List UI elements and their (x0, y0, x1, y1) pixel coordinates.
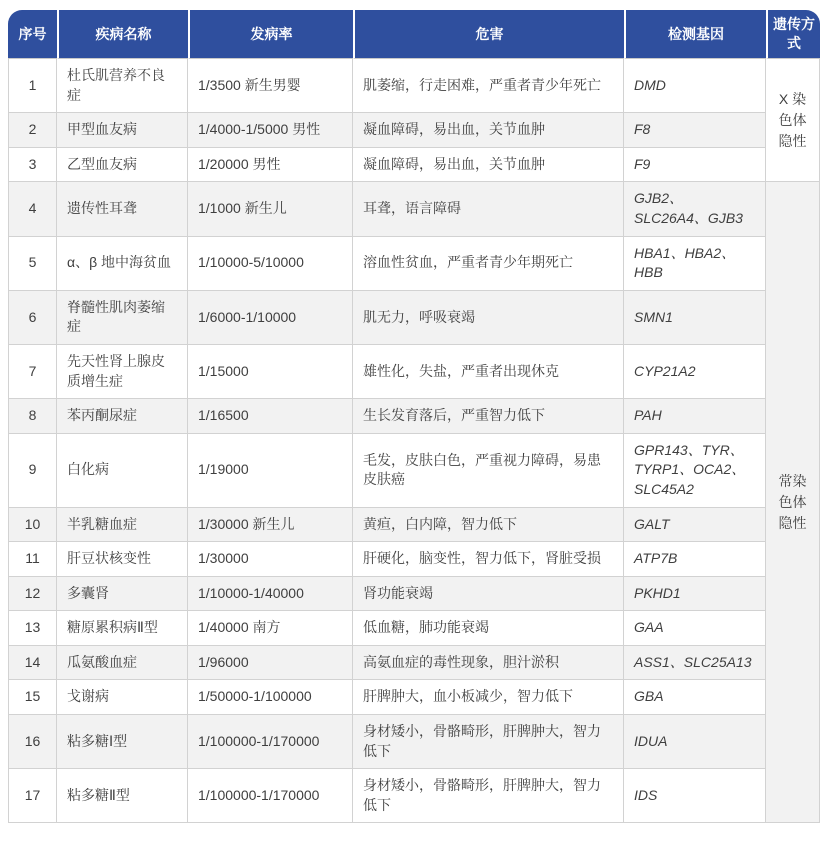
incidence-cell: 1/4000-1/5000 男性 (188, 113, 353, 148)
harm-cell: 身材矮小，骨骼畸形，肝脾肿大，智力低下 (353, 715, 624, 769)
table-row (8, 113, 820, 148)
harm-cell: 低血糖，肺功能衰竭 (353, 611, 624, 646)
harm-cell: 肾功能衰竭 (353, 577, 624, 612)
disease-name-cell: α、β 地中海贫血 (57, 237, 188, 291)
incidence-cell: 1/96000 (188, 646, 353, 681)
genes-cell: SMN1 (624, 291, 766, 345)
incidence-cell: 1/19000 (188, 434, 353, 508)
row-number-cell: 8 (8, 399, 57, 434)
table-body (8, 59, 820, 823)
row-number-cell: 7 (8, 345, 57, 399)
table-row (8, 399, 820, 434)
disease-name-cell: 戈谢病 (57, 680, 188, 715)
genes-cell: F9 (624, 148, 766, 183)
incidence-cell: 1/16500 (188, 399, 353, 434)
disease-name-cell: 粘多糖Ⅱ型 (57, 769, 188, 823)
incidence-cell: 1/40000 南方 (188, 611, 353, 646)
harm-cell: 肝硬化，脑变性，智力低下，肾脏受损 (353, 542, 624, 577)
header-cell-genes: 检测基因 (624, 10, 766, 59)
harm-cell: 耳聋，语言障碍 (353, 182, 624, 236)
header-cell-number: 序号 (8, 10, 57, 59)
table-row (8, 291, 820, 345)
incidence-cell: 1/6000-1/10000 (188, 291, 353, 345)
header-row (8, 10, 820, 59)
harm-cell: 凝血障碍，易出血，关节血肿 (353, 113, 624, 148)
table-row (8, 577, 820, 612)
incidence-cell: 1/100000-1/170000 (188, 715, 353, 769)
row-number-cell: 4 (8, 182, 57, 236)
row-number-cell: 16 (8, 715, 57, 769)
header-cell-inheritance: 遗传方式 (766, 10, 820, 59)
row-number-cell: 3 (8, 148, 57, 183)
genes-cell: CYP21A2 (624, 345, 766, 399)
harm-cell: 高氨血症的毒性现象，胆汁淤积 (353, 646, 624, 681)
table-row (8, 646, 820, 681)
row-number-cell: 13 (8, 611, 57, 646)
disease-name-cell: 甲型血友病 (57, 113, 188, 148)
disease-name-cell: 乙型血友病 (57, 148, 188, 183)
inheritance-cell-x-linked: X 染色体隐性 (766, 59, 820, 182)
inheritance-cell-autosomal: 常染色体隐性 (766, 182, 820, 823)
row-number-cell: 6 (8, 291, 57, 345)
genes-cell: GPR143、TYR、TYRP1、OCA2、SLC45A2 (624, 434, 766, 508)
table-row (8, 715, 820, 769)
genes-cell: F8 (624, 113, 766, 148)
disease-name-cell: 肝豆状核变性 (57, 542, 188, 577)
table-row (8, 680, 820, 715)
table-row (8, 508, 820, 543)
harm-cell: 身材矮小，骨骼畸形，肝脾肿大，智力低下 (353, 769, 624, 823)
table-row (8, 434, 820, 508)
table-row (8, 237, 820, 291)
disease-name-cell: 半乳糖血症 (57, 508, 188, 543)
header-cell-disease: 疾病名称 (57, 10, 188, 59)
disease-name-cell: 脊髓性肌肉萎缩症 (57, 291, 188, 345)
genetic-disease-table (8, 10, 820, 823)
harm-cell: 生长发育落后，严重智力低下 (353, 399, 624, 434)
harm-cell: 肌萎缩，行走困难，严重者青少年死亡 (353, 59, 624, 113)
genes-cell: PKHD1 (624, 577, 766, 612)
incidence-cell: 1/10000-1/40000 (188, 577, 353, 612)
harm-cell: 凝血障碍，易出血，关节血肿 (353, 148, 624, 183)
row-number-cell: 12 (8, 577, 57, 612)
genes-cell: GJB2、SLC26A4、GJB3 (624, 182, 766, 236)
genes-cell: GAA (624, 611, 766, 646)
genes-cell: ASS1、SLC25A13 (624, 646, 766, 681)
row-number-cell: 5 (8, 237, 57, 291)
table-row (8, 345, 820, 399)
row-number-cell: 14 (8, 646, 57, 681)
incidence-cell: 1/30000 新生儿 (188, 508, 353, 543)
disease-name-cell: 先天性肾上腺皮质增生症 (57, 345, 188, 399)
row-number-cell: 17 (8, 769, 57, 823)
table-header (8, 10, 820, 59)
disease-name-cell: 粘多糖Ⅰ型 (57, 715, 188, 769)
harm-cell: 肌无力，呼吸衰竭 (353, 291, 624, 345)
incidence-cell: 1/15000 (188, 345, 353, 399)
table-row (8, 148, 820, 183)
header-cell-incidence: 发病率 (188, 10, 353, 59)
table-row (8, 182, 820, 236)
incidence-cell: 1/30000 (188, 542, 353, 577)
harm-cell: 雄性化，失盐，严重者出现休克 (353, 345, 624, 399)
table-row (8, 611, 820, 646)
table-row (8, 542, 820, 577)
genes-cell: HBA1、HBA2、HBB (624, 237, 766, 291)
disease-name-cell: 杜氏肌营养不良症 (57, 59, 188, 113)
genes-cell: IDUA (624, 715, 766, 769)
harm-cell: 溶血性贫血，严重者青少年期死亡 (353, 237, 624, 291)
row-number-cell: 2 (8, 113, 57, 148)
disease-name-cell: 苯丙酮尿症 (57, 399, 188, 434)
row-number-cell: 11 (8, 542, 57, 577)
disease-name-cell: 糖原累积病Ⅱ型 (57, 611, 188, 646)
genes-cell: PAH (624, 399, 766, 434)
incidence-cell: 1/100000-1/170000 (188, 769, 353, 823)
disease-name-cell: 遗传性耳聋 (57, 182, 188, 236)
genes-cell: GALT (624, 508, 766, 543)
disease-name-cell: 瓜氨酸血症 (57, 646, 188, 681)
incidence-cell: 1/20000 男性 (188, 148, 353, 183)
incidence-cell: 1/3500 新生男婴 (188, 59, 353, 113)
incidence-cell: 1/50000-1/100000 (188, 680, 353, 715)
genes-cell: ATP7B (624, 542, 766, 577)
harm-cell: 黄疸，白内障，智力低下 (353, 508, 624, 543)
table-row (8, 769, 820, 823)
incidence-cell: 1/1000 新生儿 (188, 182, 353, 236)
row-number-cell: 15 (8, 680, 57, 715)
genes-cell: IDS (624, 769, 766, 823)
harm-cell: 肝脾肿大，血小板减少，智力低下 (353, 680, 624, 715)
incidence-cell: 1/10000-5/10000 (188, 237, 353, 291)
disease-name-cell: 多囊肾 (57, 577, 188, 612)
row-number-cell: 9 (8, 434, 57, 508)
row-number-cell: 1 (8, 59, 57, 113)
harm-cell: 毛发，皮肤白色，严重视力障碍，易患皮肤癌 (353, 434, 624, 508)
disease-name-cell: 白化病 (57, 434, 188, 508)
header-cell-harm: 危害 (353, 10, 624, 59)
table-row (8, 59, 820, 113)
genes-cell: DMD (624, 59, 766, 113)
row-number-cell: 10 (8, 508, 57, 543)
genes-cell: GBA (624, 680, 766, 715)
